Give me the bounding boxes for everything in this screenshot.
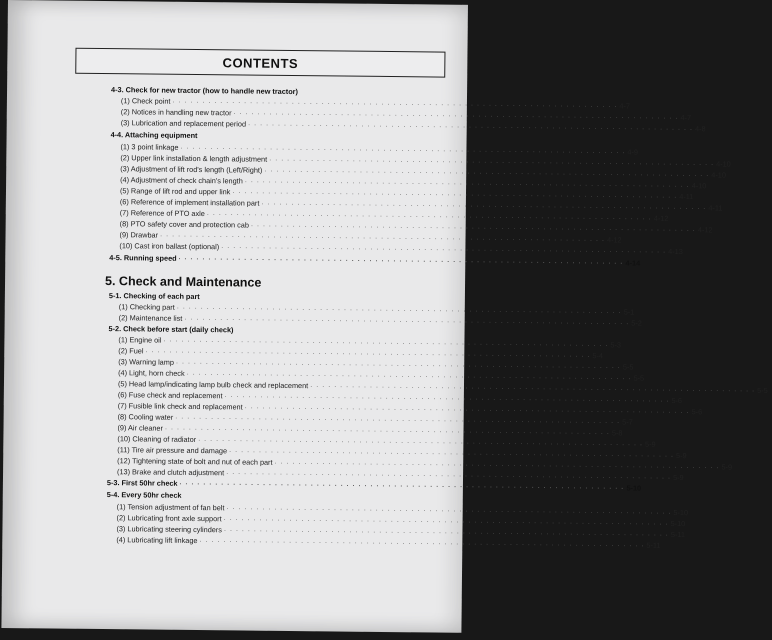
toc-page-number: 4-11	[679, 192, 694, 202]
toc-entry-title: (13) Brake and clutch adjustment	[117, 467, 225, 478]
toc-entry-title: (8) PTO safety cover and protection cab	[119, 219, 249, 230]
toc-entry-title: (1) Check point	[120, 96, 171, 106]
toc-page-number: 4-13	[668, 246, 683, 257]
toc-page-number: 4-12	[653, 213, 669, 223]
dot-leader: · · · · · · · · · · · · · · · · · · · · · · · · · · · · · · · · · · · · · · · · · · · · · · · · · · · · · · · · · · · · · · · · · · · · · · · · · · ·	[233, 110, 679, 123]
toc-section-entry	[109, 253, 641, 268]
dot-leader: · · · · · · · · · · · · · · · · · · · · · · · · · · · · · · · · · · · · · · · · · · · · · · · · · · · · · · · · · · · · · · · · · · · · · · · · · · ·	[274, 459, 720, 472]
toc-entry-title: (1) Engine oil	[118, 335, 162, 345]
dot-leader: · · · · · · · · · · · · · · · · · · · · · · · · · · · · · · · · · · · · · · · · · · · · · · · · · · · · · · · · · · · · · · · · · · · · · · · · · · ·	[206, 211, 652, 223]
toc-page-number: 5-6	[691, 407, 703, 417]
toc-entry-title: (2) Notices in handling new tractor	[120, 107, 232, 118]
dot-leader: · · · · · · · · · · · · · · · · · · · · · · · · · · · · · · · · · · · · · · · · · · · · · · · · · · · · · · · · · · · · · · · · · · · · · · · · · · ·	[264, 167, 710, 180]
dot-leader: · · · · · · · · · · · · · · · · · · · · · · · · · · · · · · · · · · · · · · · · · · · · · · · · · · · · · · · · · · · · · · · · · · · · · · · · · · ·	[226, 470, 672, 482]
toc-page-number: 4-14	[625, 258, 641, 268]
toc-entry-title: (10) Cast iron ballast (optional)	[119, 241, 220, 252]
dot-leader: · · · · · · · · · · · · · · · · · · · · · · · · · · · · · · · · · · · · · · · · · · · · · · · · · · · · · · · · · · · · · · · · · · · · · · · · · · ·	[186, 370, 632, 383]
dot-leader: · · · · · · · · · · · · · · · · · · · · · · · · · · · · · · · · · · · · · · · · · · · · · · · · · · · · · · · · · · · · · · · · · · · · · · · · · · ·	[248, 121, 694, 134]
toc-entry-title: (2) Upper link installation & length adjustment	[120, 153, 268, 164]
toc-entry-title: (10) Cleaning of radiator	[117, 434, 197, 444]
dot-leader: · · · · · · · · · · · · · · · · · · · · · · · · · · · · · · · · · · · · · · · · · · · · · · · · · · · · · · · · · · · · · · · · · · · · · · · · · · ·	[221, 244, 667, 256]
toc-entry-title: (4) Light, horn check	[118, 368, 185, 378]
dot-leader: · · · · · · · · · · · · · · · · · · · · · · · · · · · · · · · · · · · · · · · · · · · · · · · · · · · · · · · · · · · · · · · · · · · · · · · · · · ·	[244, 404, 690, 417]
toc-entry-title: (4) Adjustment of check chain's length	[120, 175, 243, 186]
toc-item-entry	[116, 535, 661, 550]
toc-section-entry	[111, 130, 394, 142]
toc-section-entry	[109, 324, 392, 336]
toc-page-number: 5-2	[631, 318, 642, 328]
toc-page-number: 5-9	[721, 462, 733, 472]
dot-leader: · · · · · · · · · · · · · · · · · · · · · · · · · · · · · · · · · · · · · · · · · · · · · · · · · · · · · · · · · · · · · · · · · · · · · · · · · · ·	[176, 304, 622, 317]
toc-entry-title: (7) Fusible link check and replacement	[117, 401, 243, 412]
toc-page-number: 5-10	[673, 507, 689, 518]
dot-leader: · · · · · · · · · · · · · · · · · · · · · · · · · · · · · · · · · · · · · · · · · · · · · · · · · · · · · · · · · · · · · · · · · · · · · · · · · · ·	[199, 538, 645, 550]
dot-leader: · · · · · · · · · · · · · · · · · · · · · · · · · · · · · · · · · · · · · · · · · · · · · · · · · · · · · · · · · · · · · · · · · · · · · · · · · · ·	[164, 425, 610, 438]
toc-page-number: 5-6	[671, 395, 683, 406]
dot-leader: · · · · · · · · · · · · · · · · · · · · · · · · · · · · · · · · · · · · · · · · · · · · · · · · · · · · · · · · · · · · · · · · · · · · · · · · · · ·	[223, 516, 669, 528]
dot-leader: · · · · · · · · · · · · · · · · · · · · · · · · · · · · · · · · · · · · · · · · · · · · · · · · · · · · · · · · · · · · · · · · · · · · · · · · · · ·	[160, 232, 606, 245]
toc-entry-title: (9) Drawbar	[119, 230, 159, 240]
dot-leader: · · · · · · · · · · · · · · · · · · · · · · · · · · · · · · · · · · · · · · · · · · · · · · · · · · · · · · · · · · · · · · · · · · · · · · · · · · ·	[310, 383, 756, 395]
toc-page-number: 5-10	[626, 483, 642, 493]
toc-entry-title: (6) Reference of implement installation part	[119, 197, 260, 208]
dot-leader: · · · · · · · · · · · · · · · · · · · · · · · · · · · · · · · · · · · · · · · · · · · · · · · · · · · · · · · · · · · · · · · · · · · · · · · · · · ·	[226, 505, 672, 517]
toc-section-entry	[107, 490, 390, 502]
toc-entry-title: (2) Maintenance list	[118, 313, 183, 323]
toc-page-number: 4-12	[606, 235, 622, 245]
toc-page-number: 5-5	[757, 385, 768, 395]
toc-page-number: 5-9	[645, 439, 656, 449]
dot-leader: · · · · · · · · · · · · · · · · · · · · · · · · · · · · · · · · · · · · · · · · · · · · · · · · · · · · · · · · · · · · · · · · · · · · · · · · · · ·	[198, 437, 644, 449]
dot-leader: · · · · · · · · · · · · · · · · · · · · · · · · · · · · · · · · · · · · · · · · · · · · · · · · · · · · · · · · · · · · · · · · · · · · · · · · · · ·	[269, 156, 715, 169]
dot-leader: · · · · · · · · · · · · · · · · · · · · · · · · · · · · · · · · · · · · · · · · · · · · · · · · · · · · · · · · · · · · · · · · · · · · · · · · · · ·	[244, 178, 690, 191]
toc-page-number: 5-5	[622, 362, 634, 372]
toc-page-number: 5-9	[675, 451, 687, 461]
toc-entry-title: (12) Tightening state of bolt and nut of each part	[117, 456, 273, 467]
toc-entry-title: (3) Adjustment of lift rod's length (Left/Right)	[120, 164, 263, 175]
toc-entry-title: 5-2. Check before start (daily check)	[108, 324, 234, 335]
toc-entry-title: (2) Fuel	[118, 346, 144, 356]
toc-entry-title: 4-3. Check for new tractor (how to handle new tractor)	[111, 85, 299, 97]
toc-page-number: 4-11	[708, 203, 723, 213]
table-of-contents	[1, 0, 768, 633]
toc-page-number: 4-8	[694, 124, 706, 134]
toc-entry-title: (2) Lubricating front axle support	[116, 513, 222, 524]
dot-leader: · · · · · · · · · · · · · · · · · · · · · · · · · · · · · · · · · · · · · · · · · · · · · · · · · · · · · · · · · · · · · · · · · · · · · · · · · · ·	[223, 527, 669, 539]
toc-page-number: 5-11	[646, 540, 661, 550]
toc-entry-title: (5) Range of lift rod and upper link	[119, 186, 231, 197]
toc-page-number: 4-10	[691, 181, 707, 191]
dot-leader: · · · · · · · · · · · · · · · · · · · · · · · · · · · · · · · · · · · · · · · · · · · · · · · · · · · · · · · · · · · · · · · · · · · · · · · · · · ·	[163, 337, 609, 350]
toc-entry-title: (1) Tension adjustment of fan belt	[116, 502, 225, 513]
toc-page-number: 4-10	[716, 159, 731, 169]
toc-item-entry	[119, 241, 683, 257]
toc-page-number: 5-4	[592, 351, 604, 361]
toc-entry-title: 5-4. Every 50hr check	[106, 490, 182, 500]
toc-entry-title: (3) Lubrication and replacement period	[120, 118, 247, 129]
toc-page-number: 4-7	[619, 101, 630, 111]
dot-leader: · · · · · · · · · · · · · · · · · · · · · · · · · · · · · · · · · · · · · · · · · · · · · · · · · · · · · · · · · · · · · · · · · · · · · · · · · · ·	[175, 414, 621, 427]
chapter-heading: 5. Check and Maintenance	[104, 274, 262, 290]
toc-page-number: 5-10	[670, 518, 686, 529]
toc-page-number: 5-9	[673, 472, 684, 483]
toc-entry-title: 5-3. First 50hr check	[106, 478, 178, 488]
dot-leader: · · · · · · · · · · · · · · · · · · · · · · · · · · · · · · · · · · · · · · · · · · · · · · · · · · · · · · · · · · · · · · · · · · · · · · · · · · ·	[178, 255, 624, 268]
toc-page-number: 5-5	[633, 373, 645, 383]
dot-leader: · · · · · · · · · · · · · · · · · · · · · · · · · · · · · · · · · · · · · · · · · · · · · · · · · · · · · · · · · · · · · · · · · · · · · · · · · · ·	[229, 448, 675, 460]
dot-leader: · · · · · · · · · · · · · · · · · · · · · · · · · · · · · · · · · · · · · · · · · · · · · · · · · · · · · · · · · · · · · · · · · · · · · · · · · · ·	[261, 200, 707, 213]
dot-leader: · · · · · · · · · · · · · · · · · · · · · · · · · · · · · · · · · · · · · · · · · · · · · · · · · · · · · · · · · · · · · · · · · · · · · · · · · · ·	[179, 480, 625, 493]
toc-page-number: 5-8	[611, 428, 623, 438]
dot-leader: · · · · · · · · · · · · · · · · · · · · · · · · · · · · · · · · · · · · · · · · · · · · · · · · · · · · · · · · · · · · · · · · · · · · · · · · · · ·	[175, 359, 621, 372]
dot-leader: · · · · · · · · · · · · · · · · · · · · · · · · · · · · · · · · · · · · · · · · · · · · · · · · · · · · · · · · · · · · · · · · · · · · · · · · · · ·	[250, 222, 696, 235]
toc-entry-title: (4) Lubricating lift linkage	[116, 535, 198, 546]
toc-page-number: 5-3	[610, 340, 621, 350]
dot-leader: · · · · · · · · · · · · · · · · · · · · · · · · · · · · · · · · · · · · · · · · · · · · · · · · · · · · · · · · · · · · · · · · · · · · · · · · · · ·	[224, 393, 670, 405]
toc-entry-title: (9) Air cleaner	[117, 423, 163, 433]
dot-leader: · · · · · · · · · · · · · · · · · · · · · · · · · · · · · · · · · · · · · · · · · · · · · · · · · · · · · · · · · · · · · · · · · · · · · · · · · · ·	[172, 98, 618, 111]
toc-section-entry	[106, 478, 642, 493]
toc-page-number: 5-1	[623, 307, 635, 317]
manual-page	[1, 0, 768, 633]
toc-entry-title: (1) 3 point linkage	[120, 142, 179, 152]
dot-leader: · · · · · · · · · · · · · · · · · · · · · · · · · · · · · · · · · · · · · · · · · · · · · · · · · · · · · · · · · · · · · · · · · · · · · · · · · · ·	[145, 348, 591, 361]
toc-entry-title: 5-1. Checking of each part	[108, 291, 200, 302]
toc-entry-title: (6) Fuse check and replacement	[117, 390, 223, 401]
contents-title: CONTENTS	[222, 54, 299, 71]
toc-page-number: 4-7	[680, 113, 692, 123]
toc-entry-title: 4-4. Attaching equipment	[110, 130, 198, 140]
toc-entry-title: (7) Reference of PTO axle	[119, 208, 205, 219]
dot-leader: · · · · · · · · · · · · · · · · · · · · · · · · · · · · · · · · · · · · · · · · · · · · · · · · · · · · · · · · · · · · · · · · · · · · · · · · · · ·	[184, 315, 630, 328]
toc-entry-title: (11) Tire air pressure and damage	[117, 445, 228, 456]
toc-page-number: 4-9	[627, 147, 639, 157]
toc-page-number: 5-7	[622, 417, 633, 427]
toc-page-number: 4-10	[711, 170, 726, 180]
toc-entry-title: (1) Checking part	[118, 302, 175, 312]
toc-entry-title: (8) Cooling water	[117, 412, 174, 422]
toc-page-number: 5-11	[670, 529, 686, 540]
toc-entry-title: 4-5. Running speed	[109, 253, 177, 263]
toc-section-entry	[109, 291, 392, 303]
dot-leader: · · · · · · · · · · · · · · · · · · · · · · · · · · · · · · · · · · · · · · · · · · · · · · · · · · · · · · · · · · · · · · · · · · · · · · · · · · ·	[180, 144, 626, 157]
dot-leader: · · · · · · · · · · · · · · · · · · · · · · · · · · · · · · · · · · · · · · · · · · · · · · · · · · · · · · · · · · · · · · · · · · · · · · · · · · ·	[232, 189, 678, 202]
toc-entry-title: (5) Head lamp/indicating lamp bulb check and replacement	[117, 379, 309, 391]
toc-page-number: 4-12	[697, 225, 713, 235]
toc-entry-title: (3) Lubricating steering cylinders	[116, 524, 222, 535]
toc-entry-title: (3) Warning lamp	[118, 357, 174, 367]
toc-section-entry	[111, 85, 394, 97]
